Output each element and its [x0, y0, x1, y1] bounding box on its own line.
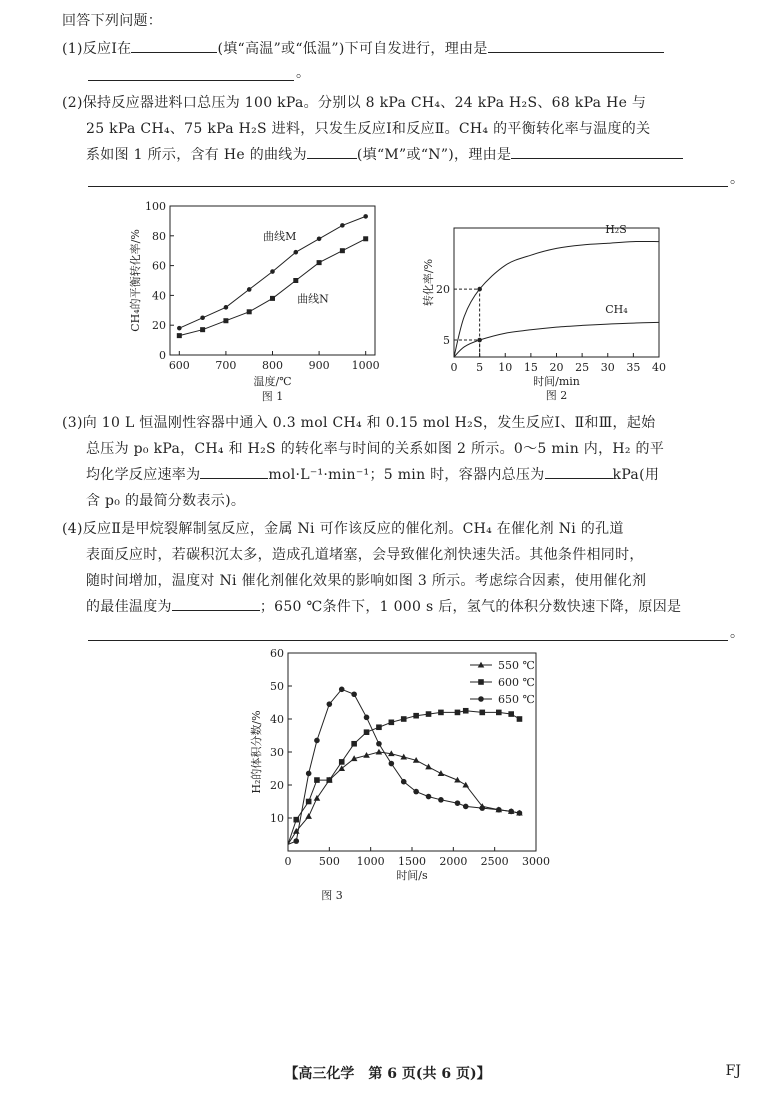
q3-line3a: 均化学反应速率为: [86, 467, 201, 483]
fig3-x-tick-label: 3000: [522, 855, 550, 868]
fig3-data-point: [306, 771, 312, 777]
fig3-data-point: [293, 817, 299, 823]
fig2-data-point: [477, 287, 482, 292]
q2-line2: 25 kPa CH₄、75 kPa H₂S 进料，只发生反应Ⅰ和反应Ⅱ。CH₄ 的平衡转化率与温度的关: [86, 121, 651, 137]
figure-3-chart: [238, 645, 558, 915]
page-footer: 【高三化学 第 6 页(共 6 页)】: [284, 1066, 491, 1082]
q4-line1: (4)反应Ⅱ是甲烷裂解制氢反应，金属 Ni 可作该反应的催化剂。CH₄ 在催化剂 Ni 的孔道: [62, 521, 624, 537]
q1-line1: [62, 38, 664, 60]
fig3-data-point: [517, 810, 523, 816]
fig3-data-point: [479, 805, 485, 811]
fig3-series-line: [288, 752, 520, 844]
fig3-x-tick-label: 1500: [398, 855, 426, 868]
q3-line1: (3)向 10 L 恒温刚性容器中通入 0.3 mol CH₄ 和 0.15 mol H₂S，发生反应Ⅰ、Ⅱ和Ⅲ，起始: [62, 415, 656, 431]
fig1-data-point: [317, 236, 322, 241]
fig1-y-tick-label: 100: [145, 200, 166, 213]
q2-blank-2[interactable]: [511, 144, 683, 159]
fig1-data-point: [317, 260, 322, 265]
fig3-data-point: [455, 710, 461, 716]
fig2-y-tick-label: 5: [443, 334, 450, 348]
fig2-x-tick-label: 10: [498, 361, 513, 374]
fig3-data-point: [314, 738, 320, 744]
fig1-data-point: [223, 318, 228, 323]
figure-2-chart: [414, 220, 676, 405]
fig1-x-tick-label: 900: [308, 359, 330, 372]
fig3-data-point: [496, 807, 502, 813]
fig3-data-point: [376, 724, 382, 730]
fig2-x-tick-label: 40: [652, 361, 666, 374]
fig1-data-point: [270, 296, 275, 301]
fig3-data-point: [389, 720, 395, 726]
q4-blank-1[interactable]: [172, 596, 260, 611]
fig3-data-point: [327, 701, 333, 707]
fig3-y-tick-label: 10: [270, 812, 284, 825]
q4-line3: 随时间增加，温度对 Ni 催化剂催化效果的影响如图 3 所示。考虑综合因素，使用催化剂: [86, 573, 647, 589]
fig2-ylabel: 转化率/%: [422, 258, 435, 307]
fig3-data-point: [364, 715, 370, 721]
fig2-dashed-guide: [454, 340, 480, 357]
fig1-y-tick-label: 80: [152, 229, 166, 243]
fig3-data-point: [438, 770, 445, 776]
fig3-data-point: [508, 809, 514, 815]
fig3-x-tick-label: 1000: [356, 855, 385, 868]
q1-blank-1[interactable]: [131, 38, 217, 53]
fig2-x-tick-label: 20: [549, 361, 564, 374]
q4-line2: 表面反应时，若碳积沉太多，造成孔道堵塞，会导致催化剂快速失活。其他条件相同时，: [86, 547, 644, 563]
fig3-data-point: [293, 838, 299, 844]
fig2-y-tick-label: 20: [436, 283, 450, 297]
q1-blank-2[interactable]: [488, 38, 664, 53]
q4-line4: [86, 596, 681, 618]
footer-code: FJ: [725, 1063, 741, 1079]
fig2-series-line: [454, 241, 659, 357]
q4-line4b: ；650 ℃条件下，1 000 s 后，氢气的体积分数快速下降，原因是: [259, 599, 682, 615]
fig3-data-point: [517, 716, 523, 722]
fig1-data-point: [270, 269, 275, 274]
fig1-xlabel: 温度/℃: [253, 375, 292, 388]
q2-line3: [86, 144, 683, 166]
fig3-ylabel: H₂的体积分数/%: [250, 710, 263, 794]
fig3-data-point: [496, 710, 502, 716]
fig1-y-tick-label: 0: [159, 349, 166, 362]
fig3-data-point: [364, 729, 370, 735]
fig3-x-tick-label: 2500: [480, 855, 509, 868]
fig3-data-point: [401, 716, 407, 722]
figure-1-chart: [125, 198, 385, 403]
fig1-data-point: [340, 223, 345, 228]
q3-line3b: mol·L⁻¹·min⁻¹；5 min 时，容器内总压为: [268, 467, 545, 483]
q2-answer-line[interactable]: [88, 186, 728, 187]
fig3-data-point: [463, 708, 469, 714]
fig2-x-tick-label: 35: [626, 361, 641, 374]
fig1-data-point: [177, 326, 182, 331]
fig3-xlabel: 时间/s: [396, 869, 428, 882]
fig3-data-point: [305, 813, 312, 819]
fig1-data-point: [224, 305, 229, 310]
fig3-x-tick-label: 2000: [439, 855, 468, 868]
fig2-x-tick-label: 25: [575, 361, 590, 374]
fig2-xlabel: 时间/min: [533, 375, 580, 388]
fig3-data-point: [376, 749, 383, 755]
fig3-data-point: [438, 710, 444, 716]
fig3-data-point: [413, 789, 419, 795]
fig3-legend-marker: [478, 696, 484, 702]
fig2-dashed-guide: [454, 289, 480, 357]
q1-mid: (填“高温”或“低温”)下可自发进行，理由是: [217, 41, 488, 57]
fig2-x-tick-label: 5: [476, 361, 484, 374]
fig3-data-point: [376, 741, 382, 747]
fig3-data-point: [401, 779, 407, 785]
fig1-data-point: [340, 248, 345, 253]
q2-line1: (2)保持反应器进料口总压为 100 kPa。分别以 8 kPa CH₄、24 kPa H₂S、68 kPa He 与: [62, 95, 647, 111]
q3-line3c: kPa(用: [612, 467, 660, 483]
fig2-label-h2s: H₂S: [605, 223, 627, 237]
q1-answer-line[interactable]: [88, 80, 294, 81]
q4-line4a: 的最佳温度为: [86, 599, 172, 615]
fig3-data-point: [463, 804, 469, 810]
fig1-label-M: 曲线M: [263, 229, 297, 243]
fig2-x-tick-label: 0: [450, 361, 458, 374]
fig1-data-point: [200, 327, 205, 332]
fig3-data-point: [327, 777, 333, 783]
fig2-data-point: [477, 338, 482, 343]
fig3-legend-label: 650 ℃: [498, 693, 535, 706]
fig1-caption: 图 1: [261, 390, 284, 403]
fig1-data-point: [247, 309, 252, 314]
fig3-data-point: [438, 797, 444, 803]
fig3-data-point: [508, 711, 514, 717]
q2-line3b: (填“M”或“N”)，理由是: [356, 147, 512, 163]
q1-prefix: (1)反应Ⅰ在: [62, 41, 132, 57]
q2-line3a: 系如图 1 所示，含有 He 的曲线为: [86, 147, 307, 163]
fig1-ylabel: CH₄的平衡转化率/%: [129, 229, 142, 332]
fig1-y-tick-label: 60: [152, 259, 166, 273]
fig3-data-point: [389, 761, 395, 767]
fig3-series-line: [288, 711, 520, 845]
fig1-data-point: [177, 333, 182, 338]
fig3-data-point: [413, 713, 419, 719]
fig3-data-point: [339, 687, 345, 693]
fig3-y-tick-label: 30: [270, 746, 284, 759]
fig2-caption: 图 2: [545, 389, 568, 402]
q3-line4: 含 p₀ 的最简分数表示)。: [86, 493, 246, 509]
fig2-x-tick-label: 15: [523, 361, 538, 374]
fig1-x-tick-label: 1000: [351, 359, 380, 372]
q4-end-mark: 。: [730, 625, 745, 641]
intro-text: 回答下列问题：: [62, 13, 163, 29]
fig3-caption: 图 3: [321, 889, 343, 902]
fig3-data-point: [425, 764, 432, 770]
fig3-y-tick-label: 50: [270, 680, 284, 693]
fig1-label-N: 曲线N: [297, 292, 329, 306]
fig3-legend-marker: [478, 679, 484, 685]
q3-blank-2[interactable]: [545, 464, 613, 479]
fig3-x-tick-label: 500: [318, 855, 340, 868]
fig1-data-point: [363, 236, 368, 241]
q2-blank-1[interactable]: [307, 144, 357, 159]
fig3-data-point: [339, 759, 345, 765]
fig2-x-tick-label: 30: [600, 361, 615, 374]
fig2-plot-frame: [454, 228, 659, 357]
fig3-legend-label: 550 ℃: [498, 659, 535, 672]
fig1-data-point: [200, 315, 205, 320]
fig3-data-point: [426, 711, 432, 717]
q1-end-mark: 。: [296, 65, 311, 81]
fig3-y-tick-label: 20: [270, 779, 284, 792]
fig1-data-point: [293, 250, 298, 255]
q3-blank-1[interactable]: [200, 464, 268, 479]
fig3-legend-label: 600 ℃: [498, 676, 535, 689]
fig3-data-point: [455, 800, 461, 806]
fig3-y-tick-label: 40: [270, 713, 284, 726]
fig1-x-tick-label: 600: [168, 359, 190, 372]
fig3-data-point: [314, 777, 320, 783]
q3-line2: 总压为 p₀ kPa，CH₄ 和 H₂S 的转化率与时间的关系如图 2 所示。0～5 min 内，H₂ 的平: [86, 441, 665, 457]
fig3-data-point: [426, 794, 432, 800]
fig1-x-tick-label: 700: [215, 359, 237, 372]
fig3-data-point: [351, 741, 357, 747]
q2-end-mark: 。: [730, 171, 745, 187]
fig3-data-point: [314, 795, 321, 801]
q3-line3: [86, 464, 659, 486]
fig2-label-ch4: CH₄: [605, 302, 628, 316]
fig1-y-tick-label: 40: [152, 289, 166, 303]
fig3-data-point: [351, 691, 357, 697]
fig3-data-point: [306, 799, 312, 805]
fig1-data-point: [293, 278, 298, 283]
fig1-data-point: [363, 214, 368, 219]
fig2-series-line: [454, 322, 659, 357]
fig3-data-point: [479, 710, 485, 716]
fig3-data-point: [462, 782, 469, 788]
fig1-data-point: [247, 287, 252, 292]
fig1-x-tick-label: 800: [262, 359, 283, 372]
fig1-plot-frame: [170, 206, 375, 355]
fig3-y-tick-label: 60: [270, 647, 284, 660]
fig3-x-tick-label: 0: [284, 855, 292, 868]
q4-answer-line[interactable]: [88, 640, 728, 641]
fig1-series-line: [179, 239, 365, 336]
fig1-y-tick-label: 20: [152, 319, 166, 333]
